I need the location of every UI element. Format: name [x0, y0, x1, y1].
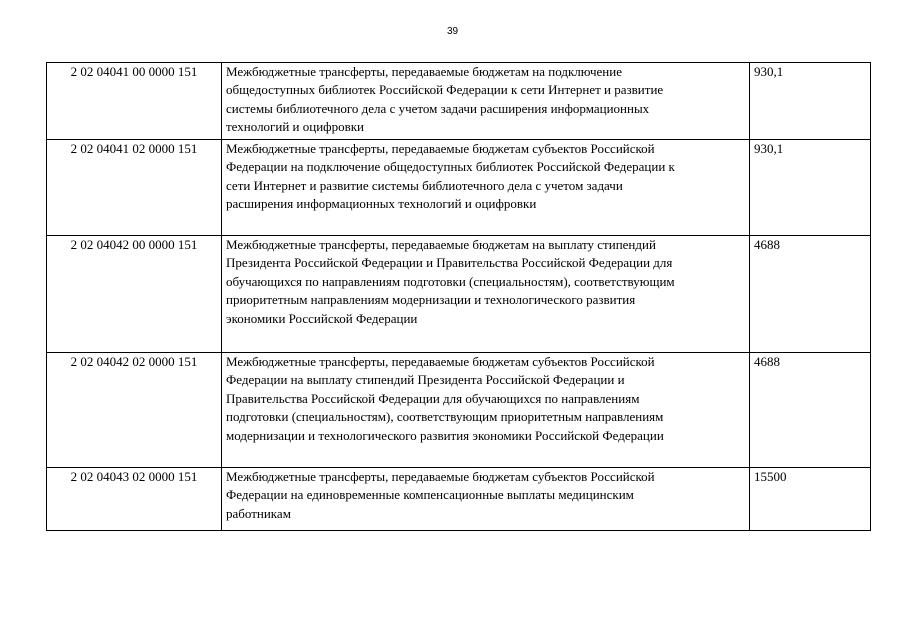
description-line: Межбюджетные трансферты, передаваемые бюджетам субъектов Российской [226, 469, 655, 484]
budget-code: 2 02 04041 00 0000 151 [47, 63, 222, 140]
amount: 4688 [750, 353, 871, 468]
table-row [47, 468, 871, 531]
description [222, 468, 750, 531]
description-line: Межбюджетные трансферты, передаваемые бюджетам на выплату стипендий [226, 237, 656, 252]
description-line: системы библиотечного дела с учетом задачи расширения информационных [226, 100, 650, 116]
table-row [47, 140, 871, 236]
description-line: приоритетным направлениям модернизации и технологического развития [226, 292, 636, 308]
table-row [47, 353, 871, 468]
amount: 930,1 [750, 63, 871, 140]
description-line: Межбюджетные трансферты, передаваемые бюджетам на подключение [226, 64, 622, 79]
budget-code: 2 02 04043 02 0000 151 [47, 468, 222, 531]
table-row [47, 63, 871, 140]
amount: 4688 [750, 236, 871, 353]
page-number: 39 [446, 26, 459, 37]
description [222, 140, 750, 236]
budget-code: 2 02 04042 00 0000 151 [47, 236, 222, 353]
description [222, 236, 750, 353]
description-line: общедоступных библиотек Российской Федерации к сети Интернет и развитие [226, 82, 664, 98]
description-line: Федерации на единовременные компенсационные выплаты медицинским [226, 487, 634, 503]
description-line: Федерации на выплату стипендий Президента Российской Федерации и [226, 372, 625, 388]
amount: 930,1 [750, 140, 871, 236]
budget-code: 2 02 04042 02 0000 151 [47, 353, 222, 468]
table-row [47, 236, 871, 353]
description-line: Межбюджетные трансферты, передаваемые бюджетам субъектов Российской [226, 354, 655, 369]
description-line: работникам [226, 505, 291, 521]
description-line: технологий и оцифровки [226, 119, 365, 135]
description-line: модернизации и технологического развития экономики Российской Федерации [226, 427, 664, 443]
description [222, 63, 750, 140]
budget-table [46, 62, 871, 531]
description-line: обучающихся по направлениям подготовки (специальностям), соответствующим [226, 273, 675, 289]
description-line: Президента Российской Федерации и Правительства Российской Федерации для [226, 255, 673, 271]
budget-code: 2 02 04041 02 0000 151 [47, 140, 222, 236]
description-line: расширения информационных технологий и оцифровки [226, 196, 537, 212]
description-line: подготовки (специальностям), соответствующим приоритетным направлениям [226, 409, 664, 425]
description-line: Федерации на подключение общедоступных библиотек Российской Федерации к [226, 159, 675, 175]
description [222, 353, 750, 468]
description-line: Правительства Российской Федерации для обучающихся по направлениям [226, 390, 640, 406]
amount: 15500 [750, 468, 871, 531]
description-line: сети Интернет и развитие системы библиотечного дела с учетом задачи [226, 177, 623, 193]
description-line: экономики Российской Федерации [226, 310, 418, 326]
description-line: Межбюджетные трансферты, передаваемые бюджетам субъектов Российской [226, 141, 655, 156]
